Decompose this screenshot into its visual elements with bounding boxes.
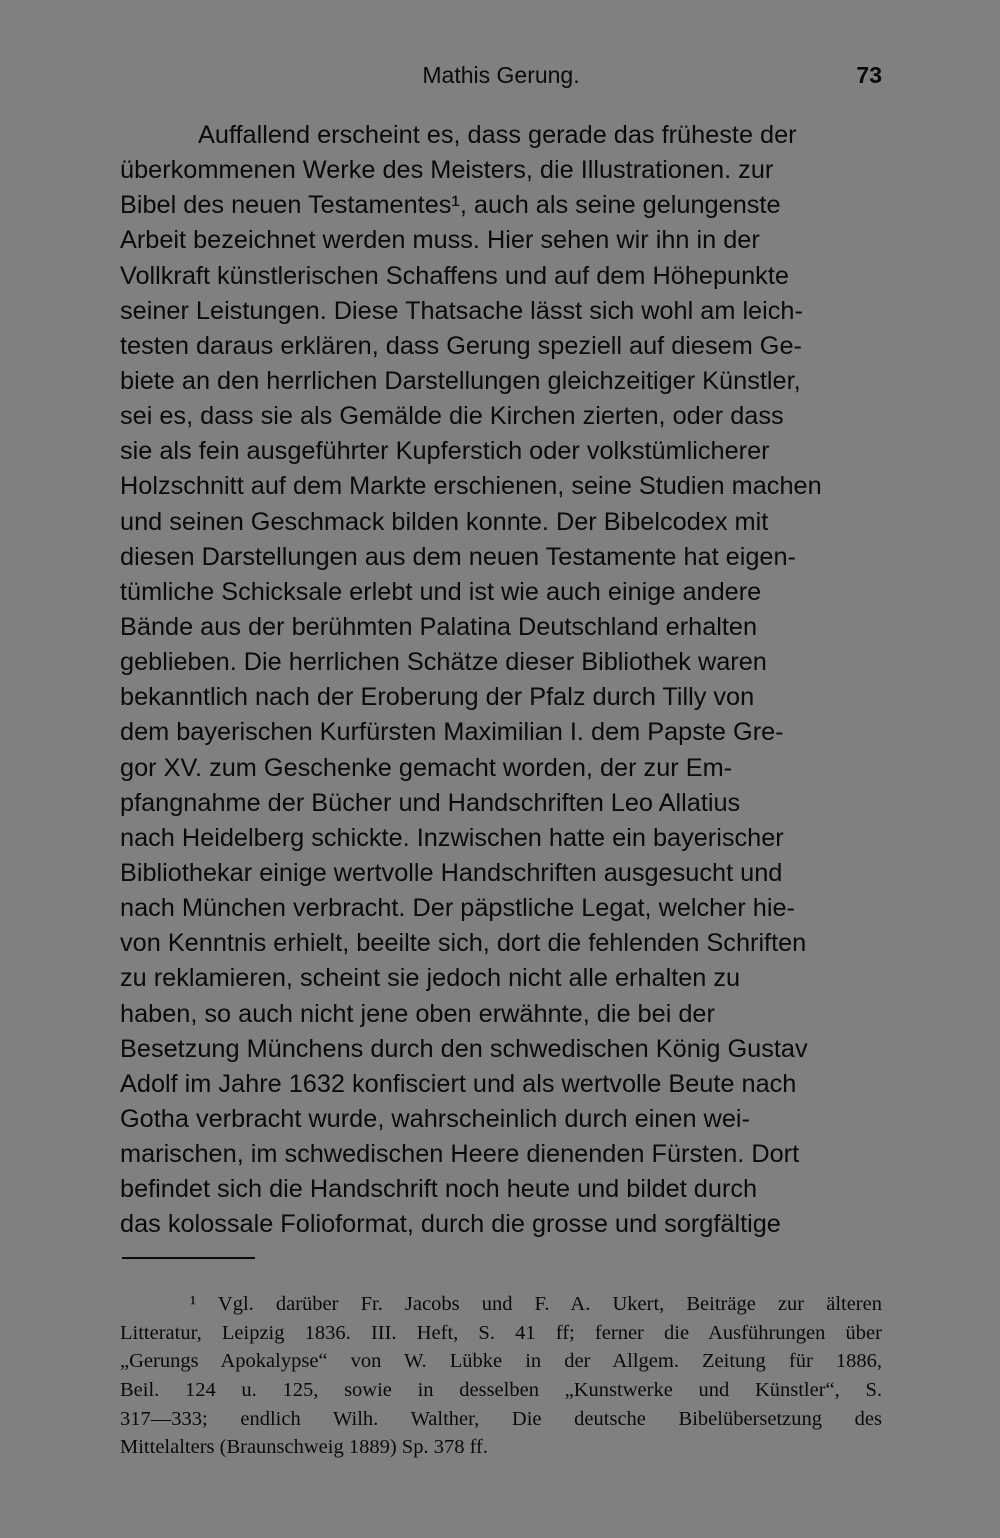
body-line: Bibel des neuen Testamentes¹, auch als seine gelungenste	[120, 191, 781, 220]
footnote-line: Litteratur, Leipzig 1836. III. Heft, S. 41 ff; ferner die Ausführungen über	[120, 1321, 882, 1344]
page-header	[120, 58, 882, 94]
body-line: nach Heidelberg schickte. Inzwischen hatte ein bayerischer	[120, 823, 784, 852]
body-line: überkommenen Werke des Meisters, die Illustrationen. zur	[120, 156, 774, 185]
footnote-line: ¹ Vgl. darüber Fr. Jacobs und F. A. Ukert, Beiträge zur älteren	[190, 1293, 882, 1315]
footnotes	[120, 1290, 882, 1462]
body-line: Gotha verbracht wurde, wahrscheinlich durch einen wei-	[120, 1104, 750, 1133]
body-line: diesen Darstellungen aus dem neuen Testamente hat eigen-	[120, 542, 796, 571]
footnote-line: Beil. 124 u. 125, sowie in desselben „Kunstwerke und Künstler“, S.	[120, 1379, 882, 1402]
body-line: Bibliothekar einige wertvolle Handschriften ausgesucht und	[120, 858, 783, 887]
body-line: zu reklamieren, scheint sie jedoch nicht alle erhalten zu	[120, 964, 741, 993]
body-line: und seinen Geschmack bilden konnte. Der Bibelcodex mit	[120, 507, 769, 536]
body-line: marischen, im schwedischen Heere dienenden Fürsten. Dort	[120, 1140, 800, 1169]
body-line: haben, so auch nicht jene oben erwähnte, die bei der	[120, 999, 715, 1028]
footnote-line: 317—333; endlich Wilh. Walther, Die deutsche Bibelübersetzung des	[120, 1407, 882, 1430]
body-line: Adolf im Jahre 1632 konfisciert und als wertvolle Beute nach	[120, 1069, 797, 1098]
body-line: Auffallend erscheint es, dass gerade das früheste der	[198, 121, 797, 149]
body-line: pfangnahme der Bücher und Handschriften Leo Allatius	[120, 788, 741, 817]
body-line: testen daraus erklären, dass Gerung speziell auf diesem Ge-	[120, 331, 802, 360]
body-line: bekanntlich nach der Eroberung der Pfalz durch Tilly von	[120, 683, 755, 712]
body-line: biete an den herrlichen Darstellungen gleichzeitiger Künstler,	[120, 366, 801, 395]
body-line: das kolossale Folioformat, durch die grosse und sorgfältige	[120, 1210, 781, 1239]
body-line: sei es, dass sie als Gemälde die Kirchen zierten, oder dass	[120, 402, 784, 431]
body-text	[120, 118, 882, 1243]
page-number: 73	[856, 62, 882, 88]
footnote-line: „Gerungs Apokalypse“ von W. Lübke in der Allgem. Zeitung für 1886,	[120, 1350, 882, 1373]
body-line: Arbeit bezeichnet werden muss. Hier sehen wir ihn in der	[120, 226, 760, 255]
body-line: befindet sich die Handschrift noch heute und bildet durch	[120, 1175, 758, 1204]
body-line: seiner Leistungen. Diese Thatsache lässt sich wohl am leich-	[120, 296, 803, 325]
body-line: Besetzung Münchens durch den schwedischen König Gustav	[120, 1034, 808, 1063]
running-title: Mathis Gerung.	[422, 62, 580, 88]
body-line: gor XV. zum Geschenke gemacht worden, der zur Em-	[120, 753, 733, 782]
footnote-separator	[122, 1257, 255, 1259]
body-line: Bände aus der berühmten Palatina Deutschland erhalten	[120, 612, 758, 641]
body-line: von Kenntnis erhielt, beeilte sich, dort die fehlenden Schriften	[120, 929, 807, 958]
body-line: sie als fein ausgeführter Kupferstich oder volkstümlicherer	[120, 437, 770, 466]
body-line: Holzschnitt auf dem Markte erschienen, seine Studien machen	[120, 472, 822, 501]
body-line: dem bayerischen Kurfürsten Maximilian I. dem Papste Gre-	[120, 718, 784, 747]
body-line: nach München verbracht. Der päpstliche Legat, welcher hie-	[120, 894, 795, 923]
body-line: geblieben. Die herrlichen Schätze dieser Bibliothek waren	[120, 648, 767, 677]
footnote-line: Mittelalters (Braunschweig 1889) Sp. 378 ff.	[120, 1436, 488, 1459]
body-line: Vollkraft künstlerischen Schaffens und auf dem Höhepunkte	[120, 261, 789, 290]
body-line: tümliche Schicksale erlebt und ist wie auch einige andere	[120, 577, 762, 606]
